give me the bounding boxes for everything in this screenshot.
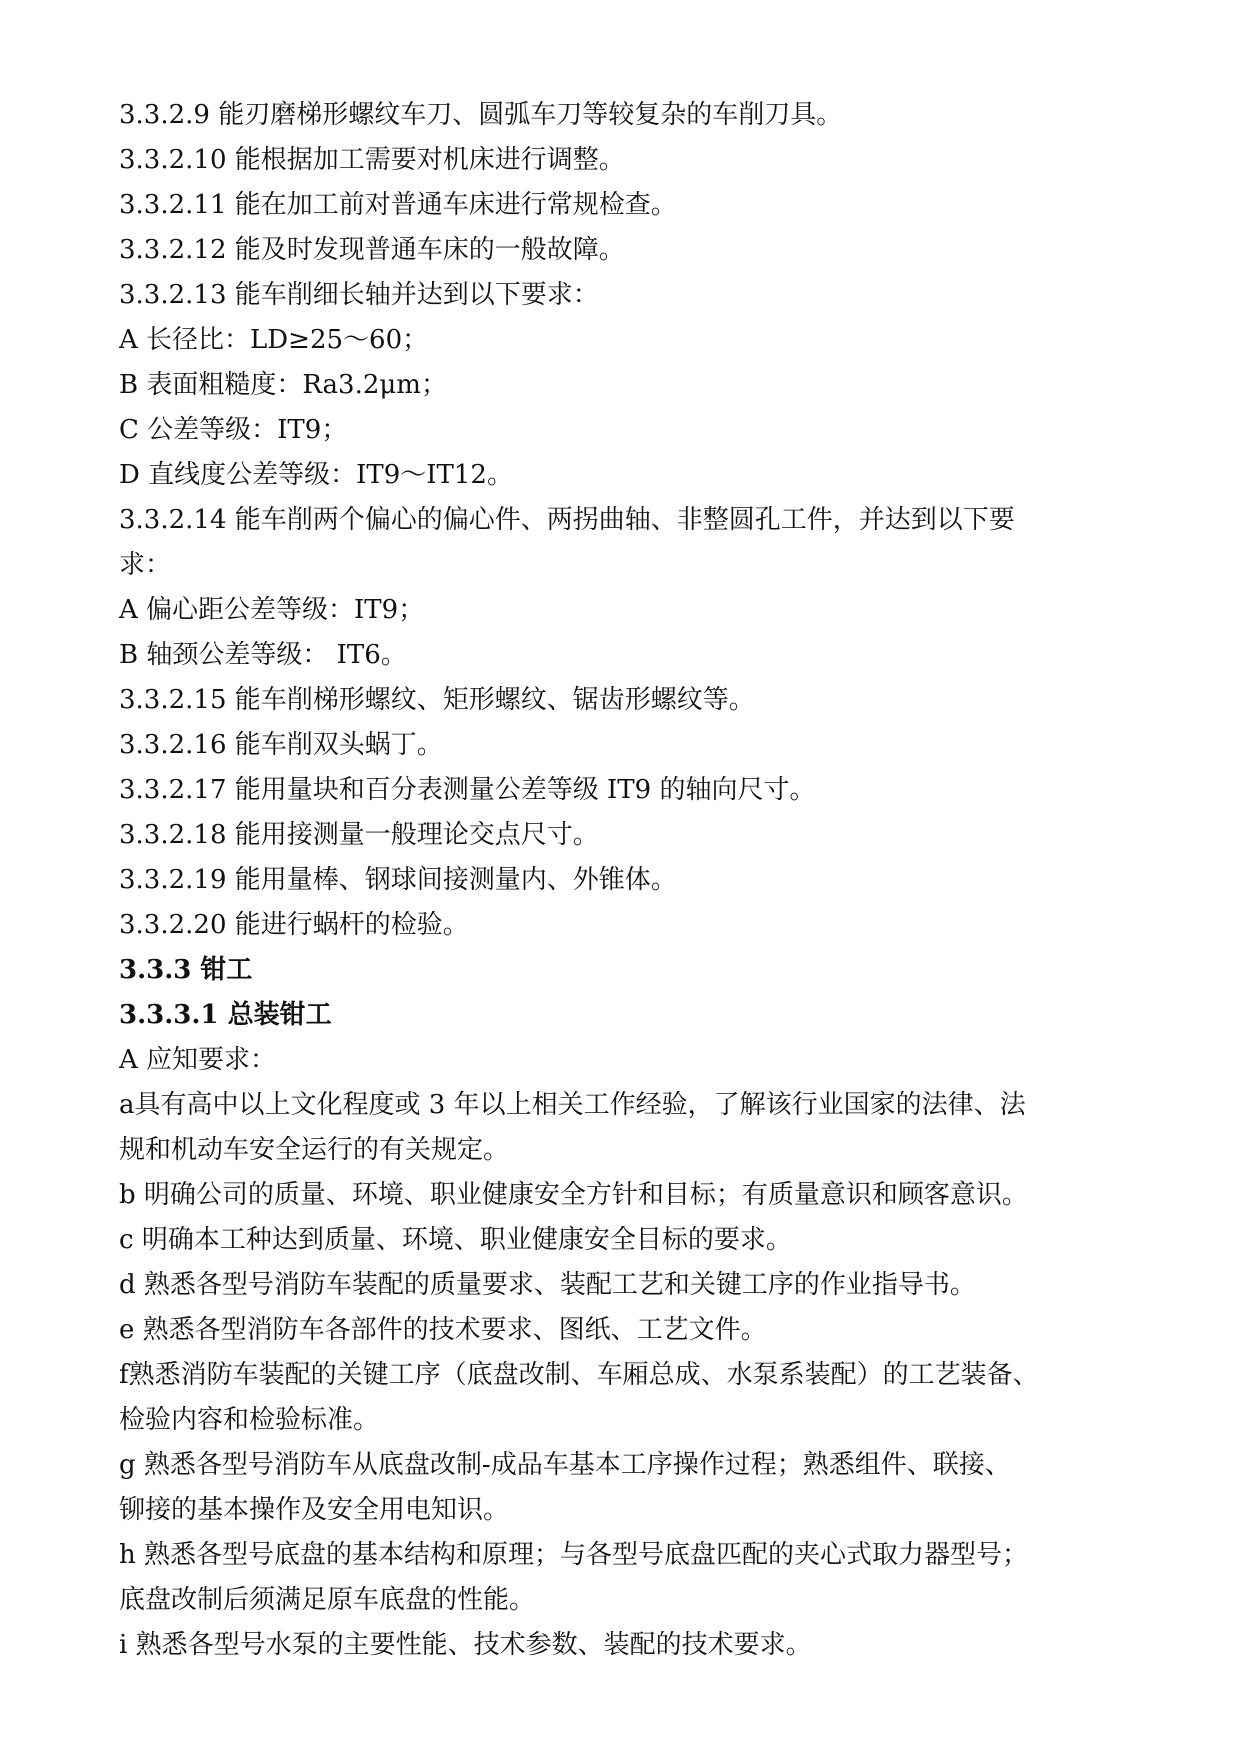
- text-line: 3.3.2.14 能车削两个偏心的偏心件、两拐曲轴、非整圆孔工件，并达到以下要: [119, 505, 1015, 535]
- text-line: A 偏心距公差等级：IT9；: [119, 595, 425, 625]
- text-line: 3.3.2.18 能用接测量一般理论交点尺寸。: [119, 820, 599, 850]
- text-line: 3.3.2.19 能用量棒、钢球间接测量内、外锥体。: [119, 865, 677, 895]
- text-line: c 明确本工种达到质量、环境、职业健康安全目标的要求。: [119, 1225, 792, 1255]
- text-line: f熟悉消防车装配的关键工序（底盘改制、车厢总成、水泵系装配）的工艺装备、: [119, 1360, 1039, 1390]
- text-line: D 直线度公差等级：IT9～IT12。: [119, 460, 513, 490]
- text-line: g 熟悉各型号消防车从底盘改制-成品车基本工序操作过程；熟悉组件、联接、: [119, 1450, 1011, 1480]
- text-line: 3.3.2.16 能车削双头蜗丁。: [119, 730, 443, 760]
- text-line: 3.3.2.12 能及时发现普通车床的一般故障。: [119, 235, 625, 265]
- text-line: 3.3.2.17 能用量块和百分表测量公差等级 IT9 的轴向尺寸。: [119, 775, 816, 805]
- text-line: 铆接的基本操作及安全用电知识。: [119, 1495, 510, 1525]
- text-line: d 熟悉各型号消防车装配的质量要求、装配工艺和关键工序的作业指导书。: [119, 1270, 976, 1300]
- text-line: 3.3.2.13 能车削细长轴并达到以下要求：: [119, 280, 599, 310]
- text-line: 求：: [119, 550, 172, 580]
- text-line: B 表面粗糙度：Ra3.2μm；: [119, 370, 447, 400]
- text-line: 3.3.2.11 能在加工前对普通车床进行常规检查。: [119, 190, 677, 220]
- document-body: [119, 93, 1139, 1668]
- text-line: a具有高中以上文化程度或 3 年以上相关工作经验，了解该行业国家的法律、法: [119, 1090, 1026, 1120]
- text-line: 检验内容和检验标准。: [119, 1405, 380, 1435]
- text-line: 规和机动车安全运行的有关规定。: [119, 1135, 510, 1165]
- text-line: b 明确公司的质量、环境、职业健康安全方针和目标；有质量意识和顾客意识。: [119, 1180, 1028, 1210]
- text-line: e 熟悉各型消防车各部件的技术要求、图纸、工艺文件。: [119, 1315, 767, 1345]
- text-line: 3.3.2.20 能进行蜗杆的检验。: [119, 910, 469, 940]
- text-line: 3.3.2.15 能车削梯形螺纹、矩形螺纹、锯齿形螺纹等。: [119, 685, 755, 715]
- text-line: 3.3.2.10 能根据加工需要对机床进行调整。: [119, 145, 625, 175]
- text-line: A 应知要求：: [119, 1045, 277, 1075]
- text-line: C 公差等级：IT9；: [119, 415, 348, 445]
- text-line: 底盘改制后须满足原车底盘的性能。: [119, 1585, 536, 1615]
- text-line: h 熟悉各型号底盘的基本结构和原理；与各型号底盘匹配的夹心式取力器型号；: [119, 1540, 1029, 1570]
- text-line: i 熟悉各型号水泵的主要性能、技术参数、装配的技术要求。: [119, 1630, 812, 1660]
- section-heading: 3.3.3.1 总装钳工: [119, 1000, 332, 1030]
- text-line: A 长径比：LD≥25～60；: [119, 325, 429, 355]
- text-line: 3.3.2.9 能刃磨梯形螺纹车刀、圆弧车刀等较复杂的车削刀具。: [119, 100, 843, 130]
- text-line: B 轴颈公差等级： IT6。: [119, 640, 407, 670]
- section-heading: 3.3.3 钳工: [119, 955, 253, 985]
